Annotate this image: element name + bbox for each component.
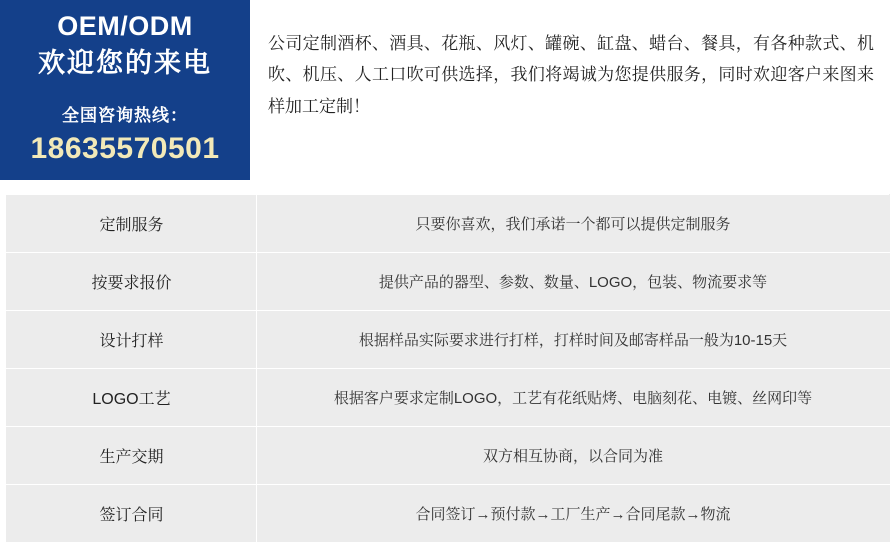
brand-oem-title: OEM/ODM — [57, 10, 193, 41]
header-banner — [0, 0, 896, 180]
row-value: 根据样品实际要求进行打样，打样时间及邮寄样品一般为10-15天 — [257, 311, 890, 369]
company-description: 公司定制酒杯、酒具、花瓶、风灯、罐碗、缸盘、蜡台、餐具，有各种款式、机吹、机压、人工口吹可供选择，我们将竭诚为您提供服务，同时欢迎客户来图来样加工定制！ — [250, 0, 896, 180]
hotline-label: 全国咨询热线： — [62, 106, 188, 126]
table-row — [7, 485, 890, 543]
row-value: 根据客户要求定制LOGO，工艺有花纸贴烤、电脑刻花、电镀、丝网印等 — [257, 369, 890, 427]
table-row — [7, 195, 890, 253]
table-row — [7, 311, 890, 369]
row-value: 合同签订→预付款→工厂生产→合同尾款→物流 — [257, 485, 890, 543]
table-row — [7, 369, 890, 427]
row-label: 定制服务 — [7, 195, 257, 253]
row-value: 只要你喜欢，我们承诺一个都可以提供定制服务 — [257, 195, 890, 253]
row-value: 双方相互协商，以合同为准 — [257, 427, 890, 485]
service-process-table — [6, 194, 890, 543]
row-label: 生产交期 — [7, 427, 257, 485]
table-row — [7, 253, 890, 311]
brand-welcome-title: 欢迎您的来电 — [38, 48, 212, 79]
table-row — [7, 427, 890, 485]
row-label: LOGO工艺 — [7, 369, 257, 427]
row-label: 签订合同 — [7, 485, 257, 543]
brand-box — [0, 0, 250, 180]
row-label: 设计打样 — [7, 311, 257, 369]
table-body — [7, 195, 890, 543]
hotline-number: 18635570501 — [30, 132, 220, 166]
row-value: 提供产品的器型、参数、数量、LOGO，包装、物流要求等 — [257, 253, 890, 311]
row-label: 按要求报价 — [7, 253, 257, 311]
